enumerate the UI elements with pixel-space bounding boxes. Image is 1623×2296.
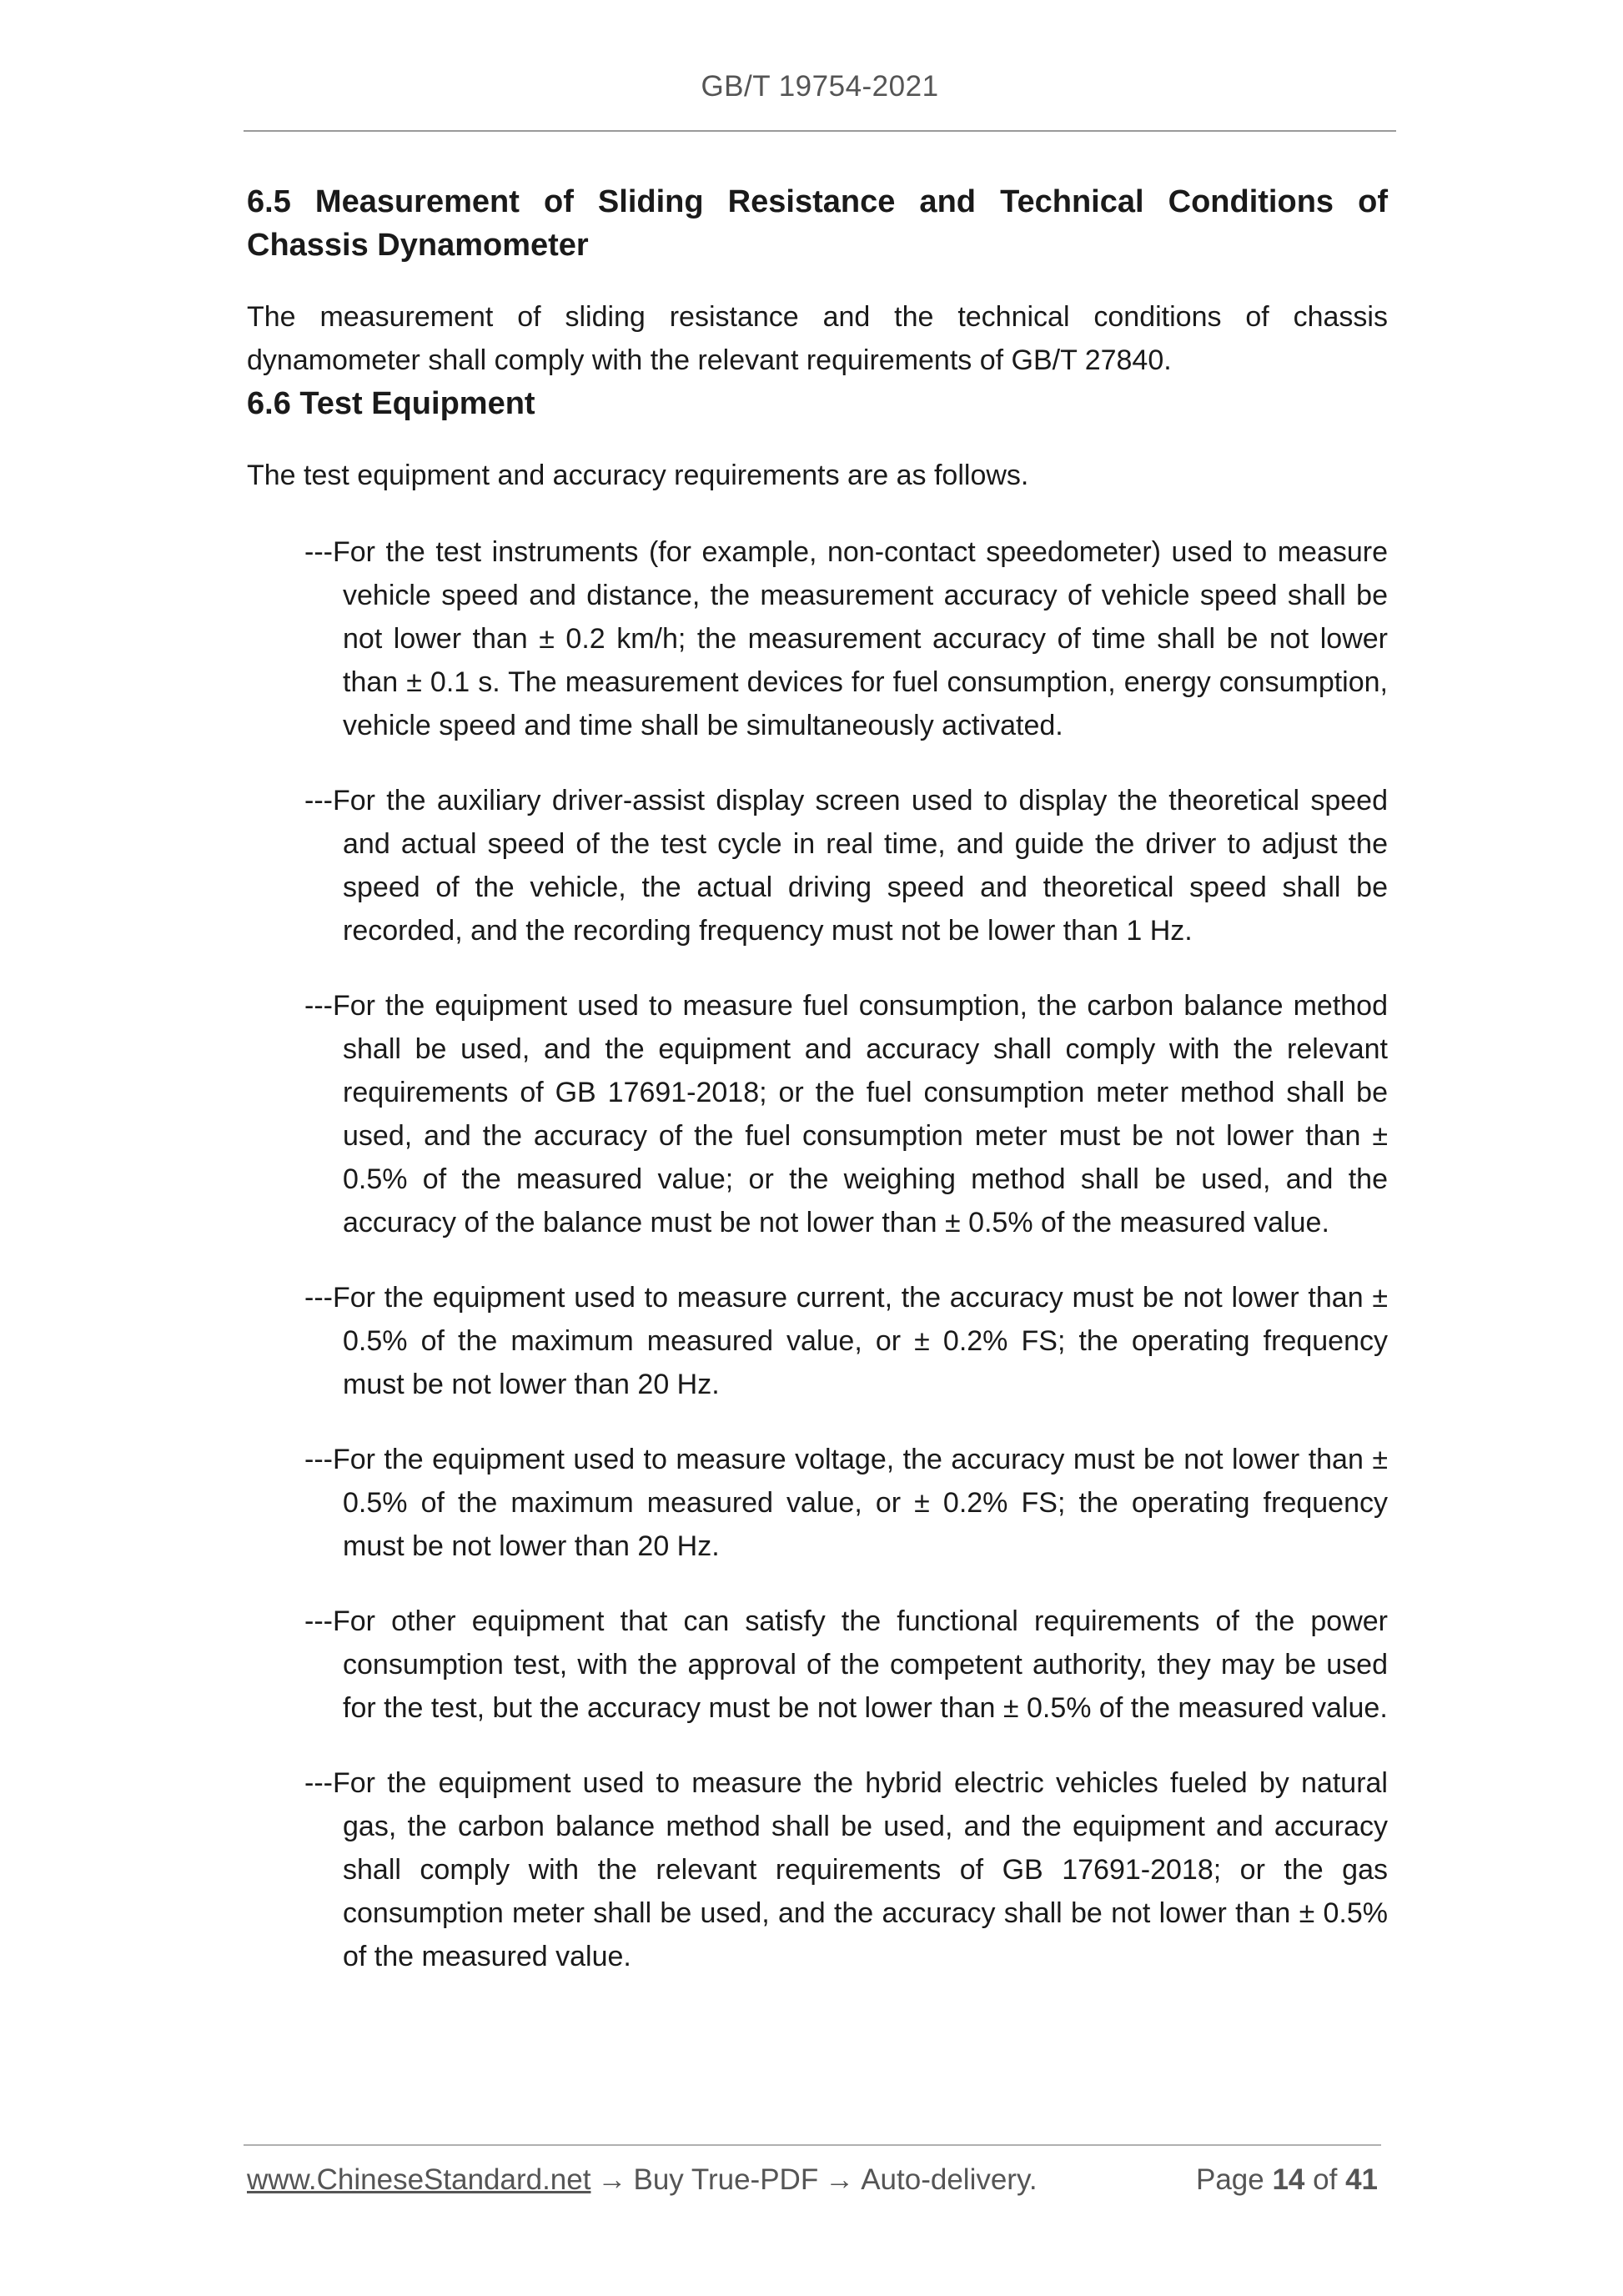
page-footer xyxy=(247,2163,1378,2205)
section-6-6-intro: The test equipment and accuracy requirements are as follows. xyxy=(247,460,1029,491)
page-label: Page xyxy=(1195,2163,1264,2196)
page-total: 41 xyxy=(1345,2163,1378,2196)
right-arrow-icon: → xyxy=(597,2163,627,2196)
list-item: ---For the equipment used to measure current, the accuracy must be not lower than ± 0.5% of the maximum measured value, or ± 0.2% FS; the operating frequency must be not lower than 20 Hz. xyxy=(304,1282,1388,1400)
footer-promo xyxy=(247,2163,1038,2197)
list-item: ---For the equipment used to measure voltage, the accuracy must be not lower than ± 0.5% of the maximum measured value, or ± 0.2% FS; the operating frequency must be not lower than 20 Hz. xyxy=(304,1444,1388,1562)
footer-buy-text: Buy True-PDF xyxy=(633,2163,819,2196)
section-6-5-body: The measurement of sliding resistance and the technical conditions of chassis dynamometer shall comply with the relevant requirements of GB/T 27840. xyxy=(247,301,1388,376)
list-item: ---For other equipment that can satisfy the functional requirements of the power consumption test, with the approval of the competent authority, they may be used for the test, but the accuracy must be not lower than ± 0.5% of the measured value. xyxy=(304,1605,1388,1724)
page-number xyxy=(1196,2163,1378,2197)
section-6-6-heading: 6.6 Test Equipment xyxy=(247,386,535,421)
list-item: ---For the auxiliary driver-assist display screen used to display the theoretical speed and actual speed of the test cycle in real time, and guide the driver to adjust the speed of the vehicle, the actual driving speed and theoretical speed shall be recorded, and the recording frequency must not be lower than 1 Hz. xyxy=(304,785,1388,947)
page-content xyxy=(247,180,1388,2010)
page-of: of xyxy=(1313,2163,1338,2196)
list-item: ---For the test instruments (for example, non-contact speedometer) used to measure vehicle speed and distance, the measurement accuracy of vehicle speed shall be not lower than ± 0.2 km/h; the measurement accuracy of time shall be not lower than ± 0.1 s. The measurement devices for fuel consumption, energy consumption, vehicle speed and time shall be simultaneously activated. xyxy=(304,536,1388,741)
website-link[interactable]: www.ChineseStandard.net xyxy=(247,2163,591,2196)
test-equipment-list xyxy=(247,530,1388,1978)
footer-delivery-text: Auto-delivery. xyxy=(861,2163,1038,2196)
list-item: ---For the equipment used to measure the hybrid electric vehicles fueled by natural gas, the carbon balance method shall be used, and the equipment and accuracy shall comply with the relevant requirements of GB 17691-2018; or the gas consumption meter shall be used, and the accuracy shall be not lower than ± 0.5% of the measured value. xyxy=(304,1767,1388,1972)
page-current: 14 xyxy=(1272,2163,1305,2196)
header-divider xyxy=(244,130,1396,132)
footer-divider xyxy=(244,2144,1381,2146)
section-6-5-heading: 6.5 Measurement of Sliding Resistance and Technical Conditions of Chassis Dynamometer xyxy=(247,184,1388,263)
list-item: ---For the equipment used to measure fuel consumption, the carbon balance method shall be used, and the equipment and accuracy shall comply with the relevant requirements of GB 17691-2018; or the fuel consumption meter method shall be used, and the accuracy of the fuel consumption meter must be not lower than ± 0.5% of the measured value; or the weighing method shall be used, and the accuracy of the balance must be not lower than ± 0.5% of the measured value. xyxy=(304,990,1388,1238)
document-number-header: GB/T 19754-2021 xyxy=(701,70,939,103)
right-arrow-icon: → xyxy=(825,2163,855,2196)
